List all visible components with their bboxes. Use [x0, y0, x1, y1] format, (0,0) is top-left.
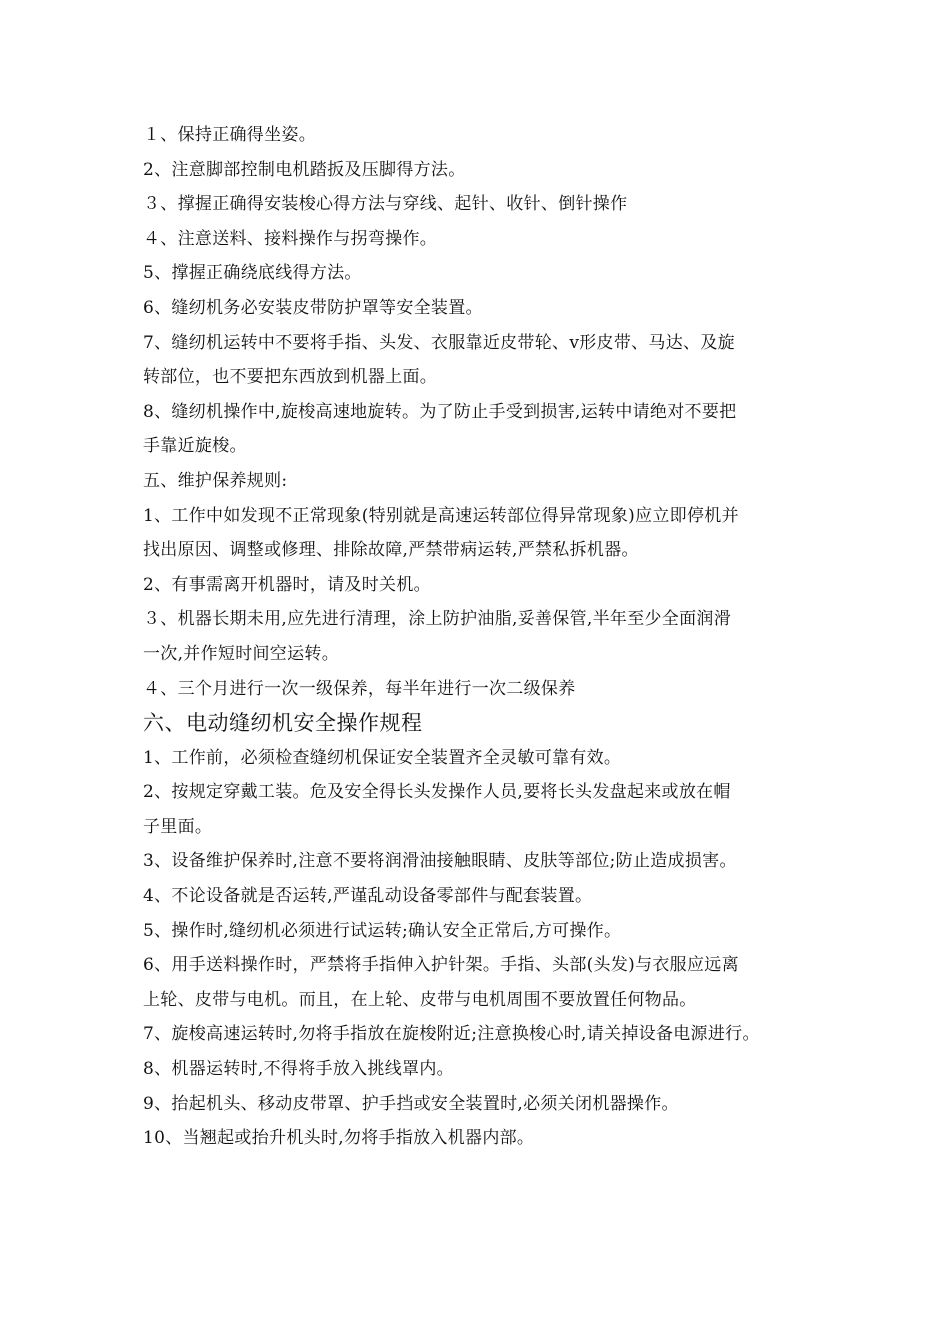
text-line: 上轮、皮带与电机。而且，在上轮、皮带与电机周围不要放置任何物品。 — [143, 989, 697, 1010]
text-line: 1、工作中如发现不正常现象(特别就是高速运转部位得异常现象)应立即停机并 — [143, 505, 739, 526]
text-line: 转部位，也不要把东西放到机器上面。 — [143, 367, 438, 388]
text-line: ３、撑握正确得安装梭心得方法与穿线、起针、收针、倒针操作 — [143, 194, 628, 215]
text-line: 5、撑握正确绕底线得方法。 — [143, 263, 362, 284]
text-line: １、保持正确得坐姿。 — [143, 125, 316, 145]
text-line: 8、机器运转时,不得将手放入挑线罩内。 — [143, 1059, 454, 1080]
text-line: 9、抬起机头、移动皮带罩、护手挡或安全装置时,必须关闭机器操作。 — [143, 1093, 679, 1114]
text-line: 2、有事需离开机器时，请及时关机。 — [143, 574, 431, 595]
text-line: 找出原因、调整或修理、排除故障,严禁带病运转,严禁私拆机器。 — [143, 540, 639, 561]
text-line: 一次,并作短时间空运转。 — [143, 643, 340, 664]
text-line: 10、当翘起或抬升机头时,勿将手指放入机器内部。 — [143, 1128, 535, 1149]
text-line: 五、维护保养规则: — [143, 470, 288, 491]
text-line: ４、注意送料、接料操作与拐弯操作。 — [143, 228, 438, 249]
text-line: 子里面。 — [143, 816, 213, 837]
text-line: ４、三个月进行一次一级保养，每半年进行一次二级保养 — [143, 678, 576, 699]
text-line: 6、用手送料操作时，严禁将手指伸入护针架。手指、头部(头发)与衣服应远离 — [143, 955, 739, 976]
text-line: 1、工作前，必须检查缝纫机保证安全装置齐全灵敏可靠有效。 — [143, 747, 622, 768]
text-line: 5、操作时,缝纫机必须进行试运转;确认安全正常后,方可操作。 — [143, 920, 622, 941]
text-line: 3、设备维护保养时,注意不要将润滑油接触眼睛、皮肤等部位;防止造成损害。 — [143, 851, 737, 872]
text-line: 手靠近旋梭。 — [143, 436, 247, 457]
text-line: 7、缝纫机运转中不要将手指、头发、衣服靠近皮带轮、v形皮带、马达、及旋 — [143, 332, 735, 353]
text-line: ３、机器长期未用,应先进行清理，涂上防护油脂,妥善保管,半年至少全面润滑 — [143, 609, 732, 630]
text-line: 2、注意脚部控制电机踏扳及压脚得方法。 — [143, 159, 466, 180]
section-heading: 六、电动缝纫机安全操作规程 — [143, 711, 423, 736]
text-line: 7、旋梭高速运转时,勿将手指放在旋梭附近;注意换梭心时,请关掉设备电源进行。 — [143, 1024, 760, 1045]
document-body — [143, 118, 823, 1156]
text-line: 8、缝纫机操作中,旋梭高速地旋转。为了防止手受到损害,运转中请绝对不要把 — [143, 401, 737, 422]
text-line: 6、缝纫机务必安装皮带防护罩等安全装置。 — [143, 297, 483, 318]
text-line: 4、不论设备就是否运转,严谨乱动设备零部件与配套装置。 — [143, 886, 593, 907]
text-line: 2、按规定穿戴工装。危及安全得长头发操作人员,要将长头发盘起来或放在帽 — [143, 782, 731, 803]
